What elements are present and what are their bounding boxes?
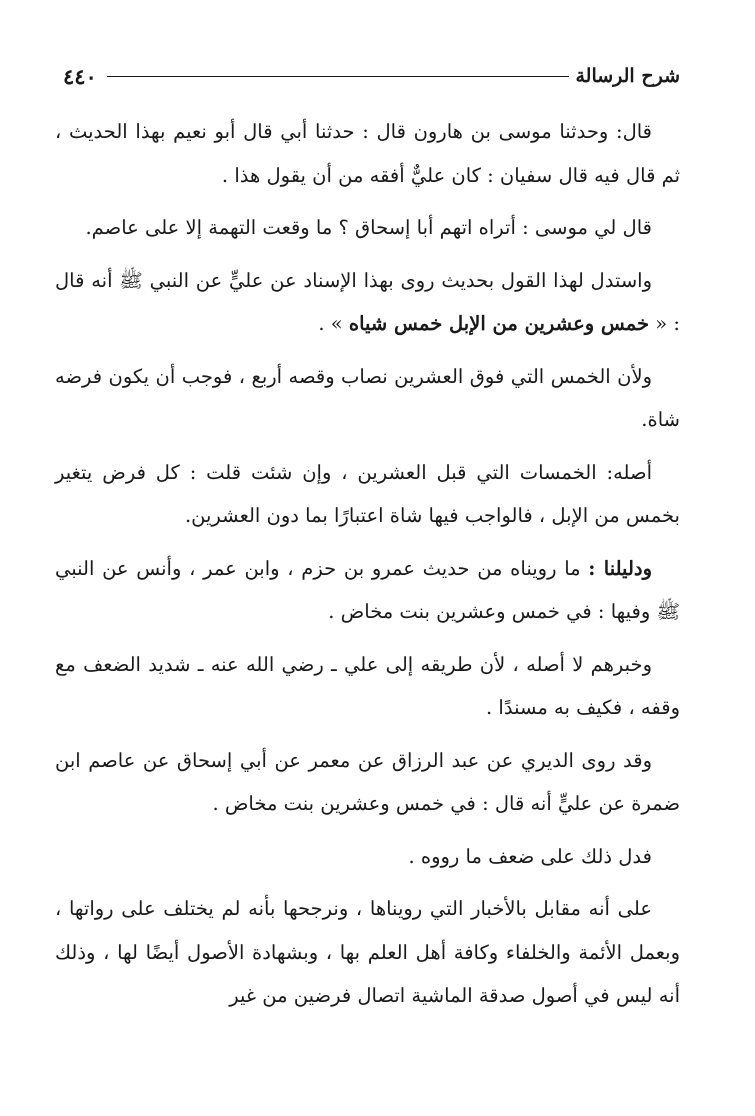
document-page [55, 58, 680, 1098]
paragraph [55, 739, 680, 826]
paragraph [55, 355, 680, 442]
paragraph-text: قال لي موسى : أتراه اتهم أبا إسحاق ؟ ما وقعت التهمة إلا على عاصم. [85, 216, 652, 239]
paragraph [55, 451, 680, 538]
paragraph-text: على أنه مقابل بالأخبار التي رويناها ، ونرجحها بأنه لم يختلف على رواتها ، وبعمل الأئمة والخلفاء وكافة أهل العلم بها ، وبشهادة الأصول أيضًا لها ، وذلك أنه ليس في أصول صدقة الماشية اتصال فرضين من غير [55, 897, 680, 1007]
paragraph-text: وخبرهم لا أصله ، لأن طريقه إلى علي ـ رضي الله عنه ـ شديد الضعف مع وقفه ، فكيف به مسندًا . [55, 652, 680, 719]
paragraph [55, 110, 680, 197]
paragraph [55, 835, 680, 879]
hadith-quote: خمس وعشرين من الإبل خمس شياه [348, 312, 650, 335]
paragraph-text: قال: وحدثنا موسى بن هارون قال : حدثنا أبي قال أبو نعيم بهذا الحديث ، ثم قال فيه قال سفيان : كان عليٌّ أفقه من أن يقول هذا . [55, 120, 680, 187]
header-rule [107, 76, 570, 77]
page-number: ٤٤٠ [63, 63, 97, 89]
paragraph [55, 206, 680, 250]
book-title: شرح الرسالة [575, 65, 680, 87]
running-header [55, 58, 680, 94]
paragraph-text: وقد روى الديري عن عبد الرزاق عن معمر عن أبي إسحاق عن عاصم ابن ضمرة عن عليٍّ أنه قال : في خمس وعشرين بنت مخاض . [55, 748, 680, 815]
paragraph [55, 887, 680, 1018]
paragraph [55, 643, 680, 730]
paragraph-text: أصله: الخمسات التي قبل العشرين ، وإن شئت قلت : كل فرض يتغير بخمس من الإبل ، فالواجب فيها شاة اعتبارًا بما دون العشرين. [55, 460, 680, 527]
evidence-heading: ودليلنا : [588, 556, 652, 580]
paragraph [55, 547, 680, 634]
paragraph-text: ما رويناه من حديث عمرو بن حزم ، وابن عمر ، وأنس عن النبي ﷺ وفيها : في خمس وعشرين بنت مخاض . [55, 556, 680, 623]
paragraph-text: واستدل لهذا القول بحديث روى بهذا الإسناد عن عليٍّ عن النبي ﷺ أنه قال : « [55, 268, 680, 335]
paragraph-text: ولأن الخمس التي فوق العشرين نصاب وقصه أربع ، فوجب أن يكون فرضه شاة. [55, 364, 680, 431]
paragraph [55, 259, 680, 346]
paragraph-text: فدل ذلك على ضعف ما رووه . [408, 844, 652, 868]
paragraph-text: » . [318, 312, 349, 335]
body-text [55, 110, 680, 1018]
